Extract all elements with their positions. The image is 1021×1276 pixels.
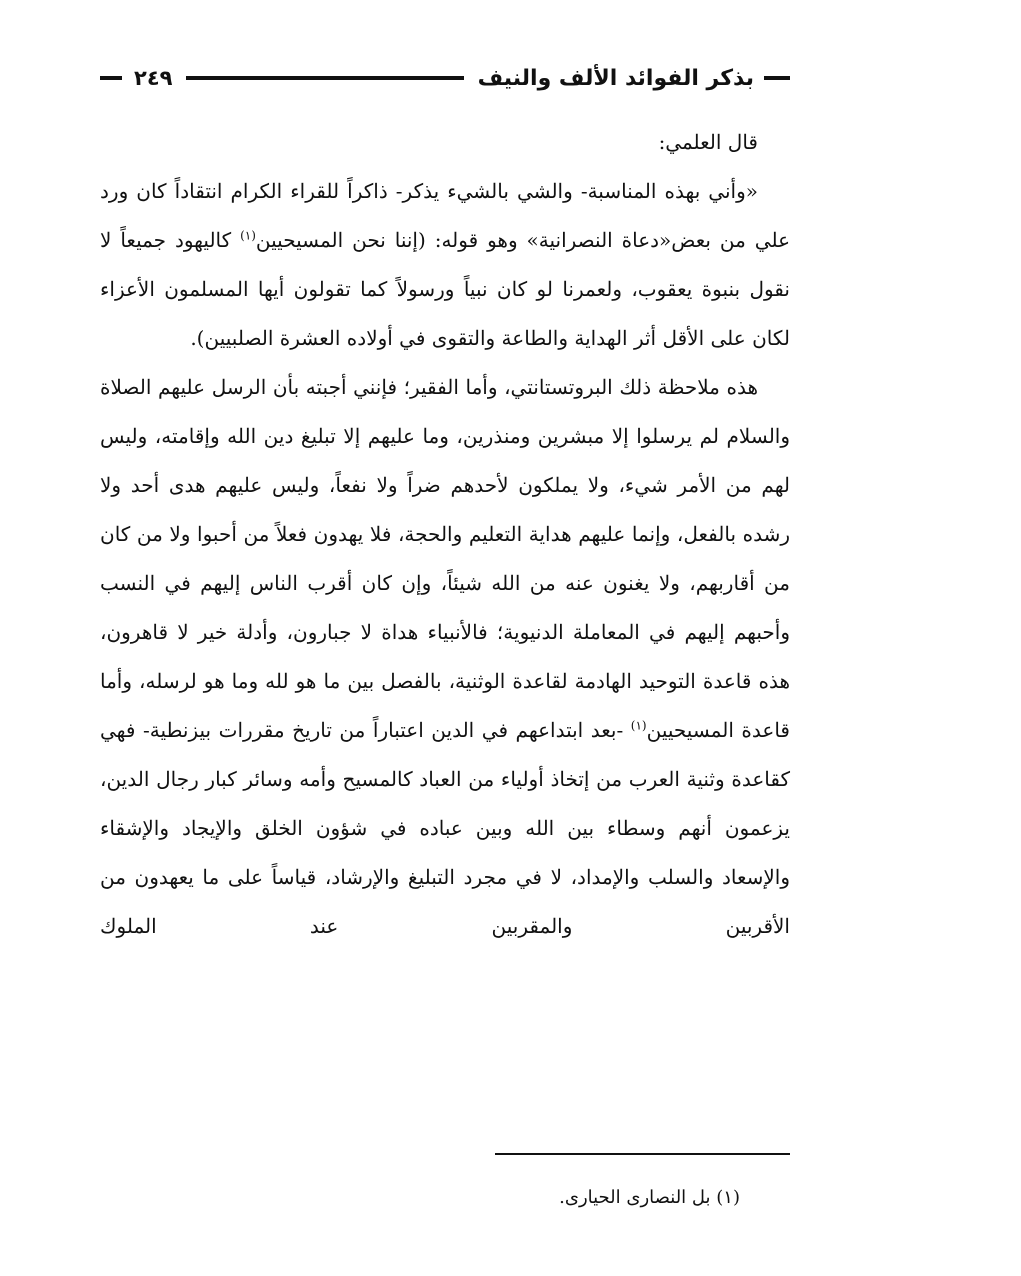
header-rule	[186, 76, 463, 80]
paragraph-3-part-a: هذه ملاحظة ذلك البروتستانتي، وأما الفقير؛ فإنني أجبته بأن الرسل عليهم الصلاة والسلام لم يرسلوا إلا مبشرين ومنذرين، وما عليهم إلا تبليغ دين الله وإقامته، وليس لهم من الأمر شيء، ولا يملكون لأحدهم ضراً ولا نفعاً، وليس عليهم هدى أحد ولا رشده بالفعل، وإنما عليهم هداية التعليم والحجة، فلا يهدون فعلاً من أحبوا ولا من كان من أقاربهم، ولا يغنون عنه من الله شيئاً، وإن كان أقرب الناس إليهم في النسب وأحبهم إليهم في المعاملة الدنيوية؛ فالأنبياء هداة لا جبارون، وأدلة خير لا قاهرون، هذه قاعدة التوحيد الهادمة لقاعدة الوثنية، بالفصل بين ما هو لله وما هو لرسله، وأما قاعدة المسيحيين	[100, 375, 790, 742]
footnote: (١) بل النصارى الحيارى.	[559, 1187, 740, 1208]
paragraph-2-part-a: «وأني بهذه المناسبة- والشي بالشيء يذكر- ذاكراً للقراء الكرام انتقاداً كان ورد علي من بعض«دعاة النصرانية» وهو قوله: (إننا نحن المسيحيين	[100, 179, 790, 252]
running-header	[100, 58, 790, 98]
paragraph-2	[100, 167, 790, 363]
footnote-marker: (١)	[240, 228, 256, 243]
page-number: ٢٤٩	[134, 66, 173, 90]
paragraph-3	[100, 363, 790, 951]
main-text	[100, 118, 790, 951]
paragraph-3-part-b: -بعد ابتداعهم في الدين اعتباراً من تاريخ مقررات بيزنطية- فهي كقاعدة وثنية العرب من إتخاذ أولياء من العباد كالمسيح وأمه وسائر كبار رجال الدين، يزعمون أنهم وسطاء بين الله وبين عباده في شؤون الخلق والإيجاد والإشقاء والإسعاد والسلب والإمداد، لا في مجرد التبليغ والإرشاد، قياساً على ما يعهدون من الأقربين والمقربين عند الملوك	[100, 718, 790, 938]
header-dash-left	[100, 76, 122, 80]
footnote-marker: (١)	[630, 718, 647, 733]
footnote-separator	[495, 1153, 790, 1155]
paragraph-1: قال العلمي:	[658, 130, 758, 154]
header-dash-right	[764, 76, 790, 80]
header-title: بذكر الفوائد الألف والنيف	[477, 65, 754, 91]
paragraph-2-part-b: كاليهود جميعاً لا نقول بنبوة يعقوب، ولعمرنا لو كان نبياً ورسولاً كما تقولون أيها المسلمون الأعزاء لكان على الأقل أثر الهداية والطاعة والتقوى في أولاده العشرة الصلبيين).	[100, 228, 790, 350]
